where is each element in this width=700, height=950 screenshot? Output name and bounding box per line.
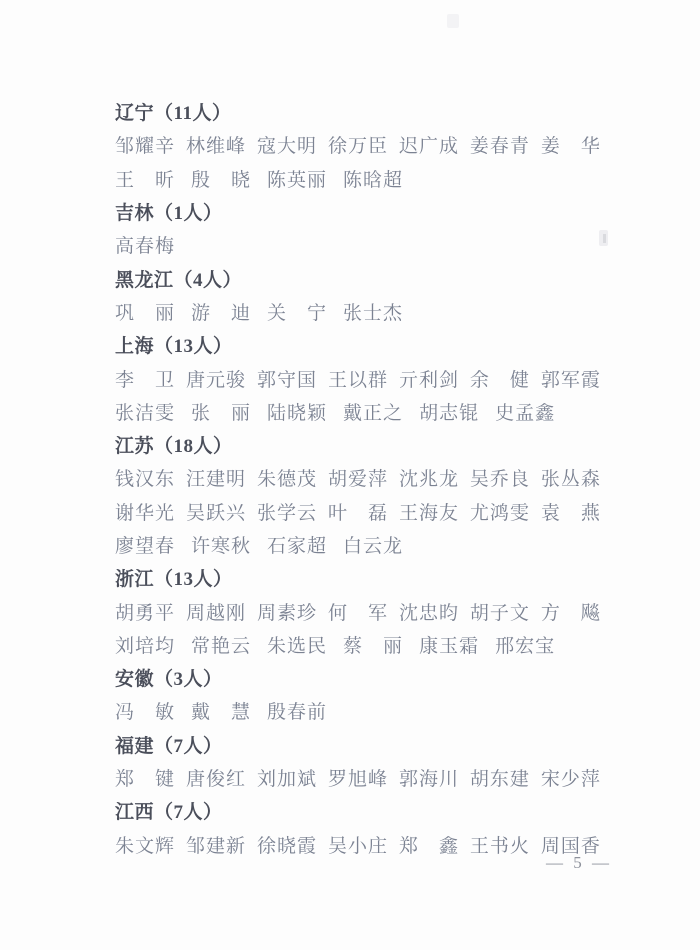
person-name: 王以群 bbox=[327, 369, 388, 391]
person-name: 殷 晓 bbox=[191, 169, 252, 191]
person-name: 亓利剑 bbox=[398, 369, 459, 391]
person-name: 邹建新 bbox=[185, 835, 246, 857]
person-name: 陈英丽 bbox=[267, 169, 328, 191]
person-name: 余 健 bbox=[469, 369, 530, 391]
person-name: 胡东建 bbox=[469, 769, 530, 791]
name-row bbox=[115, 461, 601, 494]
name-row bbox=[115, 828, 601, 861]
province-header: 安徽（3人） bbox=[115, 669, 223, 691]
province-header: 上海（13人） bbox=[115, 336, 233, 358]
province-header: 辽宁（11人） bbox=[115, 103, 232, 125]
person-name: 冯 敏 bbox=[115, 702, 176, 724]
person-name: 张士杰 bbox=[343, 302, 404, 324]
person-name: 吴小庄 bbox=[327, 835, 388, 857]
person-name: 罗旭峰 bbox=[327, 769, 388, 791]
province-header: 江苏（18人） bbox=[115, 436, 233, 458]
name-row bbox=[115, 628, 601, 661]
person-name: 高春梅 bbox=[115, 236, 176, 258]
person-name: 周素珍 bbox=[256, 602, 317, 624]
person-name: 胡子文 bbox=[469, 602, 530, 624]
person-name: 袁 燕 bbox=[540, 502, 601, 524]
scan-artifact bbox=[447, 14, 459, 28]
name-row bbox=[115, 594, 601, 627]
name-row bbox=[115, 162, 601, 195]
person-name: 唐元骏 bbox=[185, 369, 246, 391]
person-name: 朱文辉 bbox=[115, 835, 176, 857]
person-name: 石家超 bbox=[267, 536, 328, 557]
province-header: 浙江（13人） bbox=[115, 569, 233, 591]
person-name: 沈忠昀 bbox=[398, 602, 459, 624]
person-name: 刘培均 bbox=[115, 635, 176, 657]
person-name: 寇大明 bbox=[256, 136, 317, 158]
person-name: 朱选民 bbox=[267, 635, 328, 657]
page-number: — 5 — bbox=[546, 853, 612, 872]
province-name-list bbox=[115, 95, 601, 861]
person-name: 戴 慧 bbox=[191, 702, 252, 724]
person-name: 常艳云 bbox=[191, 635, 252, 657]
person-name: 戴正之 bbox=[343, 402, 404, 424]
person-name: 尤鸿雯 bbox=[469, 502, 530, 524]
province-header: 江西（7人） bbox=[115, 802, 223, 824]
person-name: 张丛森 bbox=[540, 469, 601, 491]
province-header: 黑龙江（4人） bbox=[115, 269, 243, 291]
name-row bbox=[115, 495, 601, 528]
person-name: 宋少萍 bbox=[540, 769, 601, 791]
person-name: 邹耀辛 bbox=[115, 136, 176, 158]
person-name: 叶 磊 bbox=[327, 502, 388, 524]
name-row bbox=[115, 228, 601, 261]
person-name: 殷春前 bbox=[267, 702, 328, 724]
person-name: 迟广成 bbox=[398, 136, 459, 158]
person-name: 郭军霞 bbox=[540, 369, 601, 391]
person-name: 李 卫 bbox=[115, 369, 176, 391]
person-name: 徐晓霞 bbox=[256, 835, 317, 857]
person-name: 钱汉东 bbox=[115, 469, 176, 491]
province-header-line bbox=[115, 261, 601, 294]
person-name: 白云龙 bbox=[343, 536, 404, 557]
person-name: 廖望春 bbox=[115, 536, 176, 557]
person-name: 唐俊红 bbox=[185, 769, 246, 791]
person-name: 朱德茂 bbox=[256, 469, 317, 491]
person-name: 胡爱萍 bbox=[327, 469, 388, 491]
person-name: 何 军 bbox=[327, 602, 388, 624]
name-row bbox=[115, 761, 601, 794]
person-name: 康玉霜 bbox=[419, 635, 480, 657]
person-name: 许寒秋 bbox=[191, 536, 252, 557]
person-name: 刘加斌 bbox=[256, 769, 317, 791]
person-name: 胡勇平 bbox=[115, 602, 176, 624]
person-name: 郭海川 bbox=[398, 769, 459, 791]
person-name: 陆晓颖 bbox=[267, 402, 328, 424]
province-header-line bbox=[115, 95, 601, 128]
person-name: 王书火 bbox=[469, 835, 530, 857]
person-name: 周国香 bbox=[540, 835, 601, 857]
person-name: 关 宁 bbox=[267, 302, 328, 324]
name-row bbox=[115, 361, 601, 394]
person-name: 周越刚 bbox=[185, 602, 246, 624]
person-name: 游 迪 bbox=[191, 302, 252, 324]
province-header-line bbox=[115, 794, 601, 827]
person-name: 蔡 丽 bbox=[343, 635, 404, 657]
person-name: 王 昕 bbox=[115, 169, 176, 191]
province-header-line bbox=[115, 328, 601, 361]
person-name: 张洁雯 bbox=[115, 402, 176, 424]
person-name: 巩 丽 bbox=[115, 302, 176, 324]
province-header-line bbox=[115, 661, 601, 694]
province-header-line bbox=[115, 195, 601, 228]
name-row bbox=[115, 694, 601, 727]
name-row bbox=[115, 395, 601, 428]
province-header-line bbox=[115, 561, 601, 594]
person-name: 陈晗超 bbox=[343, 169, 404, 191]
name-row bbox=[115, 295, 601, 328]
person-name: 胡志锟 bbox=[419, 402, 480, 424]
person-name: 徐万臣 bbox=[327, 136, 388, 158]
person-name: 邢宏宝 bbox=[495, 635, 556, 657]
province-header: 福建（7人） bbox=[115, 735, 223, 757]
person-name: 王海友 bbox=[398, 502, 459, 524]
person-name: 张 丽 bbox=[191, 402, 252, 424]
name-row bbox=[115, 528, 601, 561]
person-name: 吴乔良 bbox=[469, 469, 530, 491]
person-name: 张学云 bbox=[256, 502, 317, 524]
province-header-line bbox=[115, 728, 601, 761]
person-name: 史孟鑫 bbox=[495, 402, 556, 424]
person-name: 郭守国 bbox=[256, 369, 317, 391]
person-name: 郑 键 bbox=[115, 769, 176, 791]
person-name: 汪建明 bbox=[185, 469, 246, 491]
person-name: 沈兆龙 bbox=[398, 469, 459, 491]
person-name: 方 飚 bbox=[540, 602, 601, 624]
province-header-line bbox=[115, 428, 601, 461]
province-header: 吉林（1人） bbox=[115, 203, 223, 225]
name-row bbox=[115, 128, 601, 161]
person-name: 郑 鑫 bbox=[398, 835, 459, 857]
person-name: 谢华光 bbox=[115, 502, 176, 524]
person-name: 林维峰 bbox=[185, 136, 246, 158]
person-name: 姜 华 bbox=[540, 136, 601, 158]
person-name: 吴跃兴 bbox=[185, 502, 246, 524]
person-name: 姜春青 bbox=[469, 136, 530, 158]
